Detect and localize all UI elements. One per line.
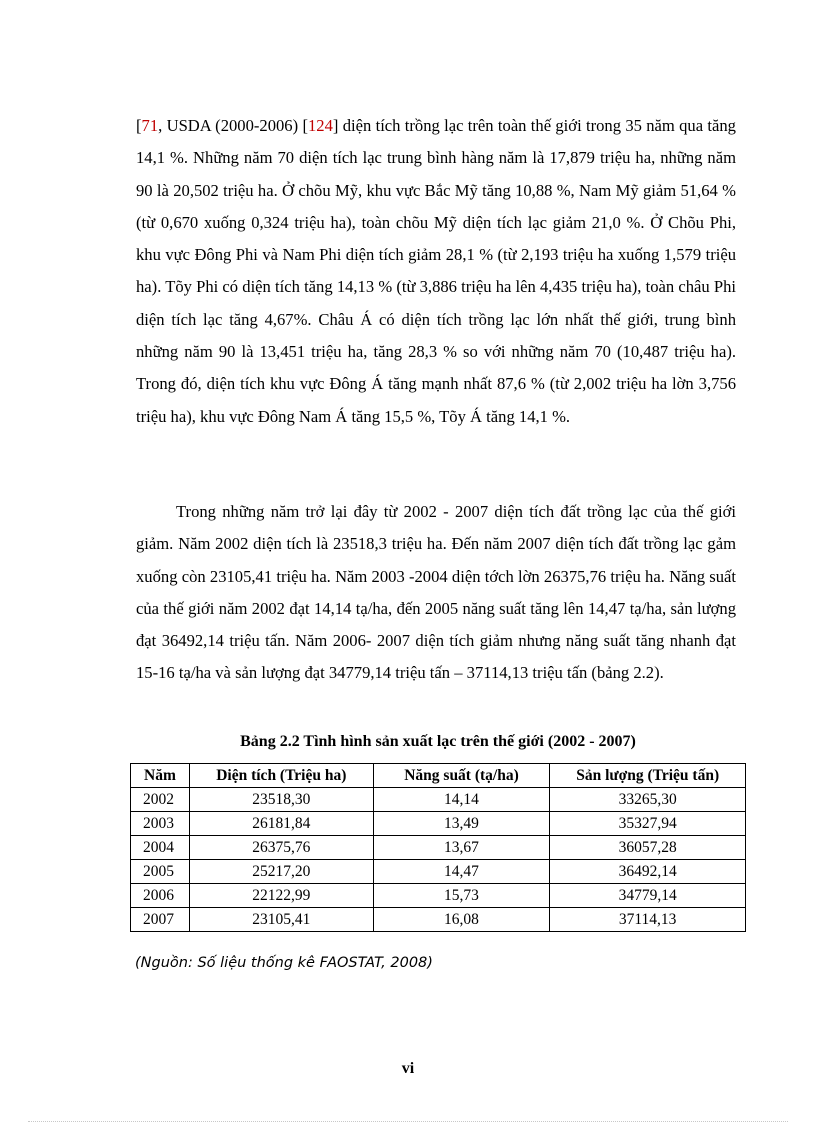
cell-year: 2006 <box>131 884 190 908</box>
cell-output: 34779,14 <box>550 884 746 908</box>
cell-area: 23518,30 <box>189 788 373 812</box>
cell-output: 33265,30 <box>550 788 746 812</box>
page-number: vi <box>401 1060 415 1077</box>
cell-year: 2002 <box>131 788 190 812</box>
citation-ref-71[interactable]: 71 <box>141 116 159 135</box>
cell-area: 22122,99 <box>189 884 373 908</box>
paragraph-1-text-a: , USDA (2000-2006) [ <box>158 116 308 135</box>
cell-output: 35327,94 <box>550 812 746 836</box>
cell-yield: 16,08 <box>373 908 550 932</box>
cell-yield: 13,49 <box>373 812 550 836</box>
cell-area: 23105,41 <box>189 908 373 932</box>
header-output: Sản lượng (Triệu tấn) <box>550 764 746 788</box>
header-area: Diện tích (Triệu ha) <box>189 764 373 788</box>
table-row <box>131 860 746 884</box>
table-title: Bảng 2.2 Tình hình sản xuất lạc trên thế giới (2002 - 2007) <box>240 733 636 750</box>
table-row <box>131 884 746 908</box>
cell-output: 36492,14 <box>550 860 746 884</box>
cell-area: 25217,20 <box>189 860 373 884</box>
table-header-row <box>131 764 746 788</box>
cell-yield: 14,14 <box>373 788 550 812</box>
cell-year: 2007 <box>131 908 190 932</box>
cell-year: 2003 <box>131 812 190 836</box>
header-year: Năm <box>131 764 190 788</box>
paragraph-1: [71, USDA (2000-2006) [124] diện tích trồng lạc trên toàn thế giới trong 35 năm qua tăng 14,1 %. Những năm 70 diện tích lạc trung bình hàng năm là 17,879 triệu ha, những năm 90 là 20,502 triệu ha. Ở chõu Mỹ, khu vực Bắc Mỹ tăng 10,88 %, Nam Mỹ giảm 51,64 % (từ 0,670 xuống 0,324 triệu ha), toàn chõu Mỹ diện tích lạc giảm 21,0 %. Ở Chõu Phi, khu vực Đông Phi và Nam Phi diện tích giảm 28,1 % (từ 2,193 triệu ha xuống 1,579 triệu ha). Tõy Phi có diện tích tăng 14,13 % (từ 3,886 triệu ha lên 4,435 triệu ha), toàn châu Phi diện tích lạc tăng 4,67%. Châu Á có diện tích trồng lạc lớn nhất thế giới, trung bình những năm 90 là 13,451 triệu ha, tăng 28,3 % so với những năm 70 (10,487 triệu ha). Trong đó, diện tích khu vực Đông Á tăng mạnh nhất 87,6 % (từ 2,002 triệu ha lờn 3,756 triệu ha), khu vực Đông Nam Á tăng 15,5 %, Tõy Á tăng 14,1 %. <box>136 116 736 426</box>
cell-year: 2004 <box>131 836 190 860</box>
cell-year: 2005 <box>131 860 190 884</box>
table-row <box>131 836 746 860</box>
citation-ref-124[interactable]: 124 <box>307 116 333 135</box>
cell-area: 26181,84 <box>189 812 373 836</box>
table-source-note: (Nguồn: Số liệu thống kê FAOSTAT, 2008) <box>135 955 433 971</box>
page-bottom-divider <box>28 1121 788 1122</box>
cell-output: 36057,28 <box>550 836 746 860</box>
table-row <box>131 908 746 932</box>
header-yield: Năng suất (tạ/ha) <box>373 764 550 788</box>
cell-yield: 15,73 <box>373 884 550 908</box>
paragraph-2: Trong những năm trở lại đây từ 2002 - 2007 diện tích đất trồng lạc của thế giới giảm. Năm 2002 diện tích là 23518,3 triệu ha. Đến năm 2007 diện tích đất trồng lạc gảm xuống còn 23105,41 triệu ha. Năm 2003 -2004 diện tớch lờn 26375,76 triệu ha. Năng suất của thế giới năm 2002 đạt 14,14 tạ/ha, đến 2005 năng suất tăng lên 14,47 tạ/ha, sản lượng đạt 36492,14 triệu tấn. Năm 2006- 2007 diện tích giảm nhưng năng suất tăng nhanh đạt 15-16 tạ/ha và sản lượng đạt 34779,14 triệu tấn – 37114,13 triệu tấn (bảng 2.2). <box>136 502 736 683</box>
production-table <box>130 763 746 932</box>
cell-output: 37114,13 <box>550 908 746 932</box>
cell-yield: 13,67 <box>373 836 550 860</box>
cell-yield: 14,47 <box>373 860 550 884</box>
table-row <box>131 812 746 836</box>
cell-area: 26375,76 <box>189 836 373 860</box>
paragraph-1-text-b: ] diện tích trồng lạc trên toàn thế giới trong 35 năm qua tăng 14,1 %. Những năm 70 diện tích lạc trung bình hàng năm là 17,879 triệu ha, những năm 90 là 20,502 triệu ha. Ở chõu Mỹ, khu vực Bắc Mỹ tăng 10,88 %, Nam Mỹ giảm 51,64 % (từ 0,670 xuống 0,324 triệu ha), toàn chõu Mỹ diện tích lạc giảm 21,0 %. Ở Chõu Phi, khu vực Đông Phi và Nam Phi diện tích giảm 28,1 % (từ 2,193 triệu ha xuống 1,579 triệu ha). Tõy Phi có diện tích tăng 14,13 % (từ 3,886 triệu ha lên 4,435 triệu ha), toàn châu Phi diện tích lạc tăng 4,67%. Châu Á có diện tích trồng lạc lớn nhất thế giới, trung bình những năm 90 là 13,451 triệu ha, tăng 28,3 % so với những năm 70 (10,487 triệu ha). Trong đó, diện tích khu vực Đông Á tăng mạnh nhất 87,6 % (từ 2,002 triệu ha lờn 3,756 triệu ha), khu vực Đông Nam Á tăng 15,5 %, Tõy Á tăng 14,1 %. <box>136 116 736 426</box>
table-row <box>131 788 746 812</box>
